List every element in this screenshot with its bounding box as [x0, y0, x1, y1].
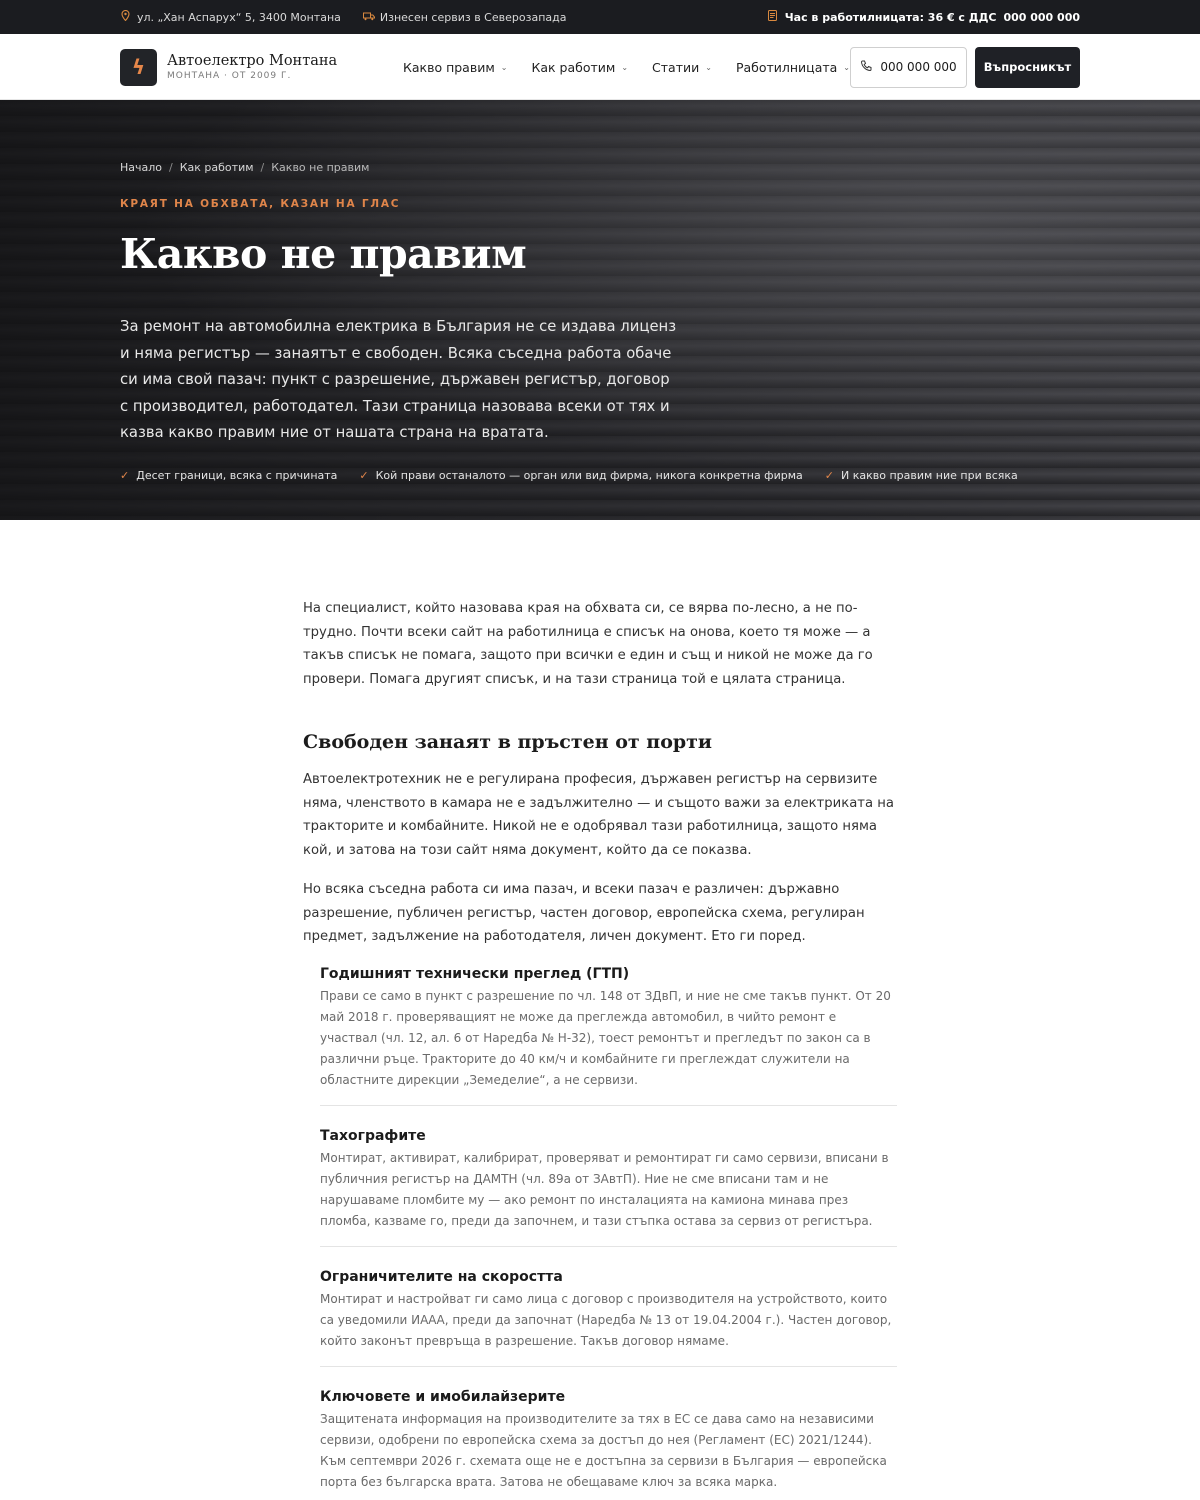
chevron-down-icon: ⌄ — [500, 62, 508, 72]
truck-icon — [363, 11, 373, 24]
checklist-text: И какво правим ние при всяка — [840, 468, 1018, 482]
nav-item-workshop[interactable] — [736, 60, 850, 75]
nav-label: Работилницата — [735, 59, 838, 75]
phone-icon — [860, 60, 872, 75]
page-title: Какво не правим — [120, 230, 527, 278]
address-text: ул. „Хан Аспарух“ 5, 3400 Монтана — [137, 10, 341, 24]
breadcrumb — [120, 161, 1080, 174]
rate-text: Час в работилницата: 36 € с ДДС — [784, 10, 997, 24]
body-paragraph: Автоелектротехник не е регулирана професия, държавен регистър на сервизите няма, членството в камара не е задължително — и същото важи за електриката на тракторите и комбайните. Никой не е одобрявал тази работилница, защото няма кой, и затова на този сайт няма документ, който да се показва. — [303, 772, 894, 858]
checkmark-icon: ✓ — [359, 468, 369, 482]
chevron-down-icon: ⌄ — [621, 62, 629, 72]
breadcrumb-current: Какво не правим — [271, 161, 370, 174]
nav-label: Какво правим — [403, 59, 495, 75]
checkmark-icon: ✓ — [120, 468, 130, 482]
checklist-text: Десет граници, всяка с причината — [136, 468, 338, 482]
checklist-item — [120, 469, 337, 482]
checkmark-icon: ✓ — [824, 468, 834, 482]
chevron-down-icon: ⌄ — [705, 62, 712, 72]
checklist-text: Кой прави останалото — орган или вид фирма, никога конкретна фирма — [375, 468, 803, 482]
limit-title: Годишният технически преглед (ГТП) — [320, 965, 630, 982]
hero-lead: За ремонт на автомобилна електрика в България не се издава лиценз и няма регистър — занаятът е свободен. Всяка съседна работа обаче си има свой пазач: пункт с разрешение, държавен регистър, договор с производител, работодател. Тази страница назовава всеки от тях и казва какво правим ние от нашата страна на вратата. — [120, 318, 677, 441]
nav-label: Как работим — [531, 59, 616, 75]
lightning-bolt-icon: ϟ — [120, 49, 157, 86]
limit-description: Прави се само в пункт с разрешение по чл. 148 от ЗДвП, и ние не сме такъв пункт. От 20 май 2018 г. проверяващият не може да преглежда автомобил, в чийто ремонт е участвал (чл. 12, ал. 6 от Наредба № Н-32), тоест ремонтът и прегледът по закон са в различни ръце. Тракторите до 40 км/ч и комбайните ги преглеждат служители на областните дирекции „Земеделие“, а не сервизи. — [320, 988, 891, 1087]
checklist-item — [359, 469, 802, 482]
breadcrumb-separator: / — [260, 161, 265, 174]
site-logo[interactable] — [120, 49, 403, 86]
limit-item-keys — [320, 1389, 897, 1500]
nav-item-articles[interactable] — [652, 60, 712, 75]
intro-paragraph: На специалист, който назовава края на обхвата си, се вярва по-лесно, а не по-трудно. Почти всеки сайт на работилница е списък на онова, което тя може — а такъв списък не помага, защото при всички е един и същ и никой не може да го провери. Помага другият списък, и на тази страница той е цялата страница. — [303, 601, 873, 687]
hero-eyebrow: КРАЯТ НА ОБХВАТА, КАЗАН НА ГЛАС — [120, 198, 401, 210]
service-item — [363, 11, 567, 24]
main-nav — [403, 60, 850, 75]
nav-item-how-we-work[interactable] — [531, 60, 628, 75]
chevron-down-icon: ⌄ — [843, 62, 850, 72]
service-text: Изнесен сервиз в Северозапада — [379, 10, 567, 24]
breadcrumb-home[interactable]: Начало — [120, 161, 163, 174]
map-pin-icon — [120, 10, 130, 24]
document-icon — [768, 10, 778, 24]
body-paragraph: Но всяка съседна работа си има пазач, и всеки пазач е различен: държавно разрешение, публичен регистър, частен договор, европейска схема, регулиран предмет, задължение на работодателя, личен документ. Ето ги поред. — [303, 882, 865, 944]
limit-title: Тахографите — [320, 1127, 426, 1144]
nav-label: Статии — [652, 59, 700, 75]
limit-item-tachographs — [320, 1128, 897, 1247]
breadcrumb-how-we-work[interactable]: Как работим — [179, 161, 254, 174]
hero-checklist — [120, 469, 1080, 482]
limit-description: Монтират и настройват ги само лица с договор с производителя на устройството, които са уведомили ИААА, преди да започнат (Наредба № 13 от 19.04.2004 г.). Частен договор, който законът превръща в разрешение. Такъв договор нямаме. — [320, 1291, 892, 1348]
limit-title: Ограничителите на скоростта — [320, 1268, 563, 1285]
limit-title: Ключовете и имобилайзерите — [320, 1388, 566, 1405]
limits-list — [320, 966, 897, 1500]
breadcrumb-separator: / — [169, 161, 173, 174]
hero-section — [0, 100, 1200, 520]
topbar-phone-link[interactable]: 000 000 000 — [1003, 10, 1080, 24]
nav-item-what-we-do[interactable] — [403, 60, 507, 75]
address-item — [120, 10, 341, 24]
article-content — [303, 520, 897, 1500]
phone-button[interactable] — [850, 47, 967, 88]
logo-name: Автоелектро Монтана — [167, 53, 338, 69]
limit-description: Монтират, активират, калибрират, проверяват и ремонтират ги само сервизи, вписани в публичния регистър на ДАМТН (чл. 89а от ЗАвтП). Ние не сме вписани там и не нарушаваме пломбите му — ако ремонт по инсталацията на камиона минава през пломба, казваме го, преди да започнем, и тази стъпка остава за сервиз от регистъра. — [320, 1150, 889, 1228]
section-heading: Свободен занаят в пръстен от порти — [303, 731, 713, 753]
checklist-item — [825, 469, 1018, 482]
phone-button-label: 000 000 000 — [880, 60, 957, 74]
top-info-bar — [0, 0, 1200, 34]
limit-item-inspection — [320, 966, 897, 1106]
limit-description: Защитената информация на производителите за тях в ЕС се дава само на независими сервизи, одобрени по европейска схема за достъп до нея (Регламент (ЕС) 2021/1244). Към септември 2026 г. схемата още не е достъпна за сервизи в България — европейска порта без българска врата. Затова не обещаваме ключ за всяка марка. — [320, 1411, 887, 1489]
site-header — [0, 34, 1200, 100]
limit-item-speed-limiters — [320, 1269, 897, 1367]
questionnaire-button[interactable]: Въпросникът — [975, 47, 1080, 88]
logo-subtitle: МОНТАНА · ОТ 2009 Г. — [167, 71, 292, 81]
